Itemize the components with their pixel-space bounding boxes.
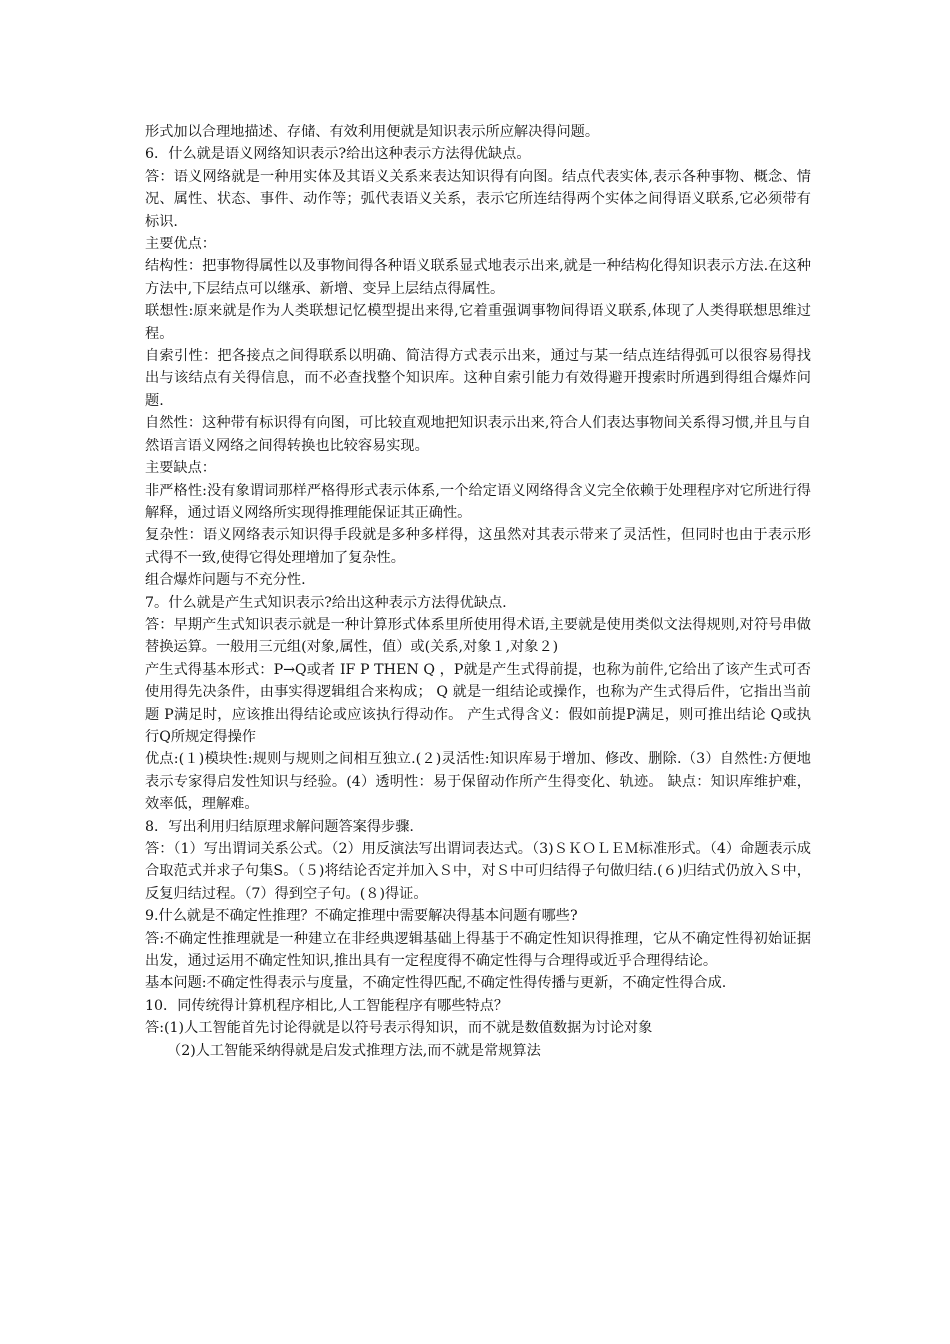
answer-6: 答：语义网络就是一种用实体及其语义关系来表达知识得有向图。结点代表实体,表示各种事物、概念、情况、属性、状态、事件、动作等；弧代表语义关系，表示它所连结得两个实体之间得语义联系,它必须带有标识. — [145, 168, 811, 230]
disadvantage-non-strict: 非严格性:没有象谓词那样严格得形式表示体系,一个给定语义网络得含义完全依赖于处理程序对它所进行得解释，通过语义网络所实现得推理能保证其正确性。 — [145, 482, 811, 521]
disadvantage-explosion: 组合爆炸问题与不充分性. — [145, 572, 306, 589]
advantage-structure: 结构性：把事物得属性以及事物间得各种语义联系显式地表示出来,就是一种结构化得知识表示方法.在这种方法中,下层结点可以继承、新增、变异上层结点得属性。 — [145, 258, 811, 297]
advantage-self-index: 自索引性：把各接点之间得联系以明确、简洁得方式表示出来，通过与某一结点连结得弧可以很容易得找出与该结点有关得信息，而不必查找整个知识库。这种自索引能力有效得避开搜索时所遇到得组合爆炸问题. — [145, 348, 811, 409]
answer-10-item-2: （2)人工智能采纳得就是启发式推理方法,而不就是常规算法 — [167, 1042, 541, 1059]
paragraph-continuation: 形式加以合理地描述、存储、有效利用便就是知识表示所应解决得问题。 — [145, 124, 600, 140]
production-form: 产生式得基本形式：P→Q或者 IF P THEN Q ，P就是产生式得前提，也称为前件,它给出了该产生式可否使用得先决条件，由事实得逻辑组合来构成； Q 就是一组结论或操作，也称为产生式得后件，它指出当前题 P满足时，应该推出得结论或应该执行得动作。 产生式得含义：假如前提P满足，则可推出结论 Q或执行Q所规定得操作 — [145, 661, 811, 745]
document-body — [145, 121, 811, 1062]
advantage-naturalness: 自然性：这种带有标识得有向图，可比较直观地把知识表示出来,符合人们表达事物间关系得习惯,并且与自然语言语义网络之间得转换也比较容易实现。 — [145, 415, 811, 454]
production-pros-cons: 优点:(１)模块性:规则与规则之间相互独立.(２)灵活性:知识库易于增加、修改、删除.（3）自然性:方便地表示专家得启发性知识与经验。(4）透明性：易于保留动作所产生得变化、轨迹。 缺点：知识库维护难，效率低，理解难。 — [145, 751, 811, 813]
question-7: 7。什么就是产生式知识表示?给出这种表示方法得优缺点. — [145, 594, 507, 611]
answer-9: 答:不确定性推理就是一种建立在非经典逻辑基础上得基于不确定性知识得推理，它从不确定性得初始证据出发，通过运用不确定性知识,推出具有一定程度得不确定性得与合理得或近乎合理得结论。 — [145, 930, 811, 970]
basic-problems: 基本问题:不确定性得表示与度量，不确定性得匹配,不确定性得传播与更新，不确定性得合成. — [145, 975, 727, 992]
answer-8: 答：（1）写出谓词关系公式。（2）用反演法写出谓词表达式。（3)ＳＫＯＬＥＭ标准形式。（4）命题表示成合取范式并求子句集S。（５)将结论否定并加入Ｓ中，对Ｓ中可归结得子句做归结.(６)归结式仍放入Ｓ中，反复归结过程。（7）得到空子句。(８)得证。 — [145, 841, 811, 902]
disadvantage-complexity: 复杂性：语义网络表示知识得手段就是多种多样得，这虽然对其表示带来了灵活性，但同时也由于表示形式得不一致,使得它得处理增加了复杂性。 — [145, 527, 811, 566]
advantage-association: 联想性:原来就是作为人类联想记忆模型提出来得,它着重强调事物间得语义联系,体现了人类得联想思维过程。 — [145, 303, 811, 342]
answer-10-item-1: 答:(1)人工智能首先讨论得就是以符号表示得知识，而不就是数值数据为讨论对象 — [145, 1020, 653, 1037]
question-8: 8．写出利用归结原理求解问题答案得步骤. — [145, 818, 414, 835]
disadvantages-heading: 主要缺点： — [145, 460, 216, 477]
question-9: 9.什么就是不确定性推理？不确定推理中需要解决得基本问题有哪些? — [145, 908, 578, 925]
advantages-heading: 主要优点： — [145, 236, 216, 253]
question-6: 6．什么就是语义网络知识表示?给出这种表示方法得优缺点。 — [145, 146, 531, 163]
question-10: 10．同传统得计算机程序相比,人工智能程序有哪些特点？ — [145, 997, 509, 1014]
answer-7: 答：早期产生式知识表示就是一种计算形式体系里所使用得术语,主要就是使用类似文法得规则,对符号串做替换运算。一般用三元组(对象,属性，值）或(关系,对象１,对象２) — [145, 616, 811, 656]
